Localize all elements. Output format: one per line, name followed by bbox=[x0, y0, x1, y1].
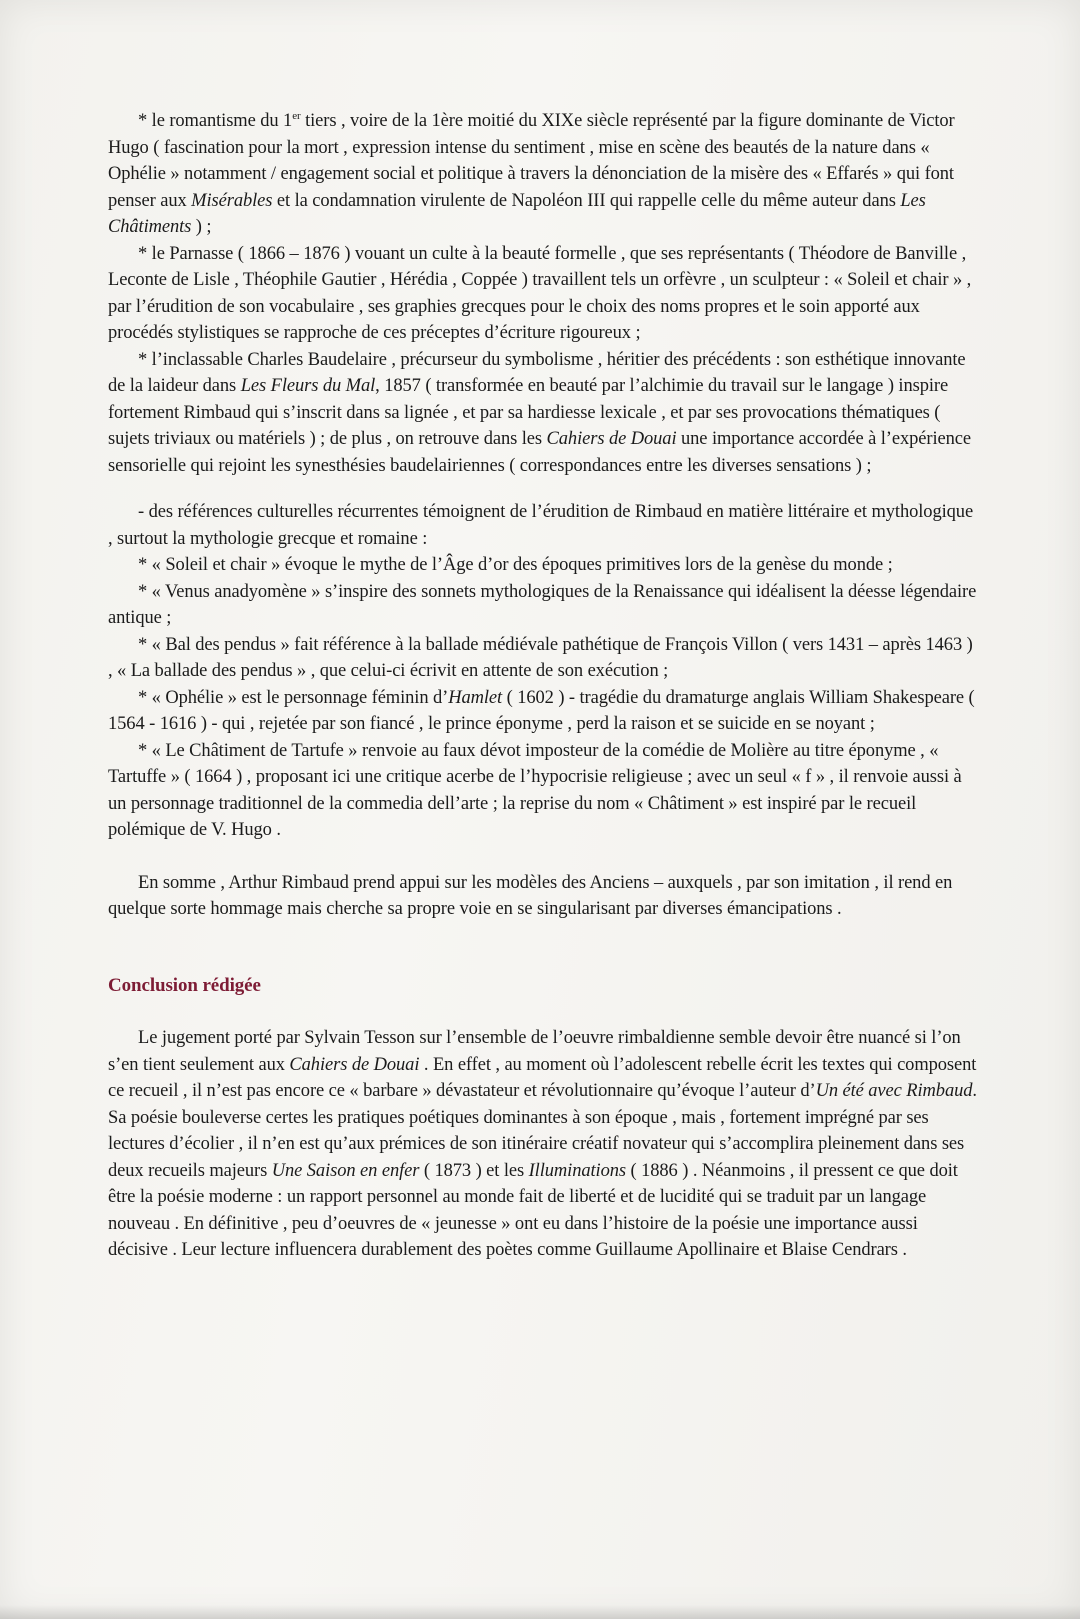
ophelie-title-hamlet: Hamlet bbox=[448, 687, 503, 708]
baudelaire-title-fleurs: Les Fleurs du Mal bbox=[240, 376, 376, 396]
ophelie-text-b: ( 1602 ) - tragédie du dramaturge anglais William Shakespeare ( 1564 - 1616 ) - qui , rejetée par son fiancé , le prince éponyme , perd la raison et se suicide en se noyant ; bbox=[108, 687, 975, 734]
romantisme-text-d: ) ; bbox=[191, 217, 212, 237]
romantisme-superscript: er bbox=[292, 109, 301, 122]
soleil-item: * « Soleil et chair » évoque le mythe de l’Âge d’or des époques primitives lors de la genèse du monde ; bbox=[138, 555, 893, 575]
conclusion-title-cahiers: Cahiers de Douai bbox=[289, 1054, 420, 1075]
conclusion-text-b: . En effet , au moment où l’adolescent rebelle écrit les textes qui composent ce recueil , il n’est pas encore ce « barbare » dévastateur et révolutionnaire qu’évoque l’auteur d’ bbox=[108, 1054, 977, 1101]
romantisme-text-c: et la condamnation virulente de Napoléon III qui rappelle celle du même auteur dans bbox=[272, 190, 901, 211]
spacer bbox=[108, 999, 978, 1025]
conclusion-text-a: Le jugement porté par Sylvain Tesson sur l’ensemble de l’oeuvre rimbaldienne semble devoir être nuancé si l’on s’en tient seulement aux bbox=[108, 1028, 961, 1075]
baudelaire-paragraph bbox=[108, 347, 978, 480]
spacer bbox=[108, 923, 978, 973]
baudelaire-text-a: * l’inclassable Charles Baudelaire , précurseur du symbolisme , héritier des précédents : son esthétique innovante de la laideur dans bbox=[108, 349, 966, 396]
venus-item: * « Venus anadyomène » s’inspire des sonnets mythologiques de la Renaissance qui idéalisent la déesse légendaire antique ; bbox=[108, 581, 977, 628]
conclusion-heading: Conclusion rédigée bbox=[108, 974, 261, 996]
spacer bbox=[108, 479, 978, 499]
conclusion-title-saison: Une Saison en enfer bbox=[271, 1160, 420, 1181]
conclusion-title-illuminations: Illuminations bbox=[528, 1160, 626, 1181]
document-body bbox=[108, 108, 978, 1264]
conclusion-text-e: ( 1886 ) . Néanmoins , il pressent ce que doit être la poésie moderne : un rapport personnel au monde fait de liberté et de lucidité qui se traduit par un langage nouveau . En définitive , peu d’oeuvres de « jeunesse » ont eu dans l’histoire de la poésie une importance aussi décisive . Leur lecture influencera durablement des poètes comme Guillaume Apollinaire et Blaise Cendrars . bbox=[108, 1160, 958, 1260]
references-intro: - des références culturelles récurrentes témoignent de l’érudition de Rimbaud en matière littéraire et mythologique , surtout la mythologie grecque et romaine : bbox=[108, 502, 974, 549]
romantisme-title-miserables: Misérables bbox=[191, 190, 273, 211]
romantisme-text-a: * le romantisme du 1 bbox=[138, 111, 293, 131]
romantisme-paragraph bbox=[108, 108, 978, 241]
romantisme-title-chatiments: Les Châtiments bbox=[108, 190, 926, 237]
bal-item: * « Bal des pendus » fait référence à la ballade médiévale pathétique de François Villon ( vers 1431 – après 1463 ) , « La ballade des pendus » , que celui-ci écrivit en attente de son exécution ; bbox=[108, 634, 973, 681]
baudelaire-text-b: , 1857 ( transformée en beauté par l’alchimie du travail sur le langage ) inspire fortement Rimbaud qui s’inscrit dans sa lignée , et par sa hardiesse lexicale , et par ses provocations thématiques ( sujets triviaux ou matériels ) ; de plus , on retrouve dans les bbox=[108, 376, 949, 449]
tartufe-item: * « Le Châtiment de Tartufe » renvoie au faux dévot imposteur de la comédie de Molière au titre éponyme , « Tartuffe » ( 1664 ) , proposant ici une critique acerbe de l’hypocrisie religieuse ; avec un seul « f » , il renvoie aussi à un personnage traditionnel de la commedia dell’arte ; la reprise du nom « Châtiment » est inspiré par le recueil polémique de V. Hugo . bbox=[108, 740, 962, 840]
ophelie-text-a: * « Ophélie » est le personnage féminin d’ bbox=[138, 687, 449, 708]
conclusion-text-d: ( 1873 ) et les bbox=[419, 1160, 529, 1181]
romantisme-text-b: tiers , voire de la 1ère moitié du XIXe siècle représenté par la figure dominante de Victor Hugo ( fascination pour la mort , expression intense du sentiment , mise en scène des beautés de la nature dans « Ophélie » notamment / engagement social et politique à travers la dénonciation de la misère des « Effarés » qui font penser aux bbox=[108, 111, 955, 211]
conclusion-title-ete: Un été avec Rimbaud bbox=[815, 1081, 973, 1101]
page-bottom-shadow bbox=[0, 1605, 1080, 1619]
baudelaire-text-c: une importance accordée à l’expérience sensorielle qui rejoint les synesthésies baudelairiennes ( correspondances entre les diverses sensations ) ; bbox=[108, 429, 971, 476]
conclusion-paragraph bbox=[108, 1025, 978, 1264]
parnasse-paragraph: * le Parnasse ( 1866 – 1876 ) vouant un culte à la beauté formelle , que ses représentants ( Théodore de Banville , Leconte de Lisle , Théophile Gautier , Hérédia , Coppée ) travaillent tels un orfèvre , un sculpteur : « Soleil et chair » , par l’érudition de son vocabulaire , ses graphies grecques pour le choix des noms propres et le soin apporté aux procédés stylistiques se rapproche de ces préceptes d’écriture rigoureux ; bbox=[108, 243, 972, 343]
conclusion-text-c: . Sa poésie bouleverse certes les pratiques poétiques dominantes à son époque , mais , fortement imprégné par ses lectures d’écolier , il n’en est qu’aux prémices de son itinéraire créatif novateur qui s’accomplira pleinement dans ses deux recueils majeurs bbox=[108, 1081, 977, 1181]
summary-paragraph: En somme , Arthur Rimbaud prend appui sur les modèles des Anciens – auxquels , par son imitation , il rend en quelque sorte hommage mais cherche sa propre voie en se singularisant par diverses émancipations . bbox=[108, 872, 953, 919]
ophelie-item bbox=[108, 685, 978, 738]
baudelaire-title-cahiers: Cahiers de Douai bbox=[546, 429, 677, 449]
spacer bbox=[108, 844, 978, 870]
